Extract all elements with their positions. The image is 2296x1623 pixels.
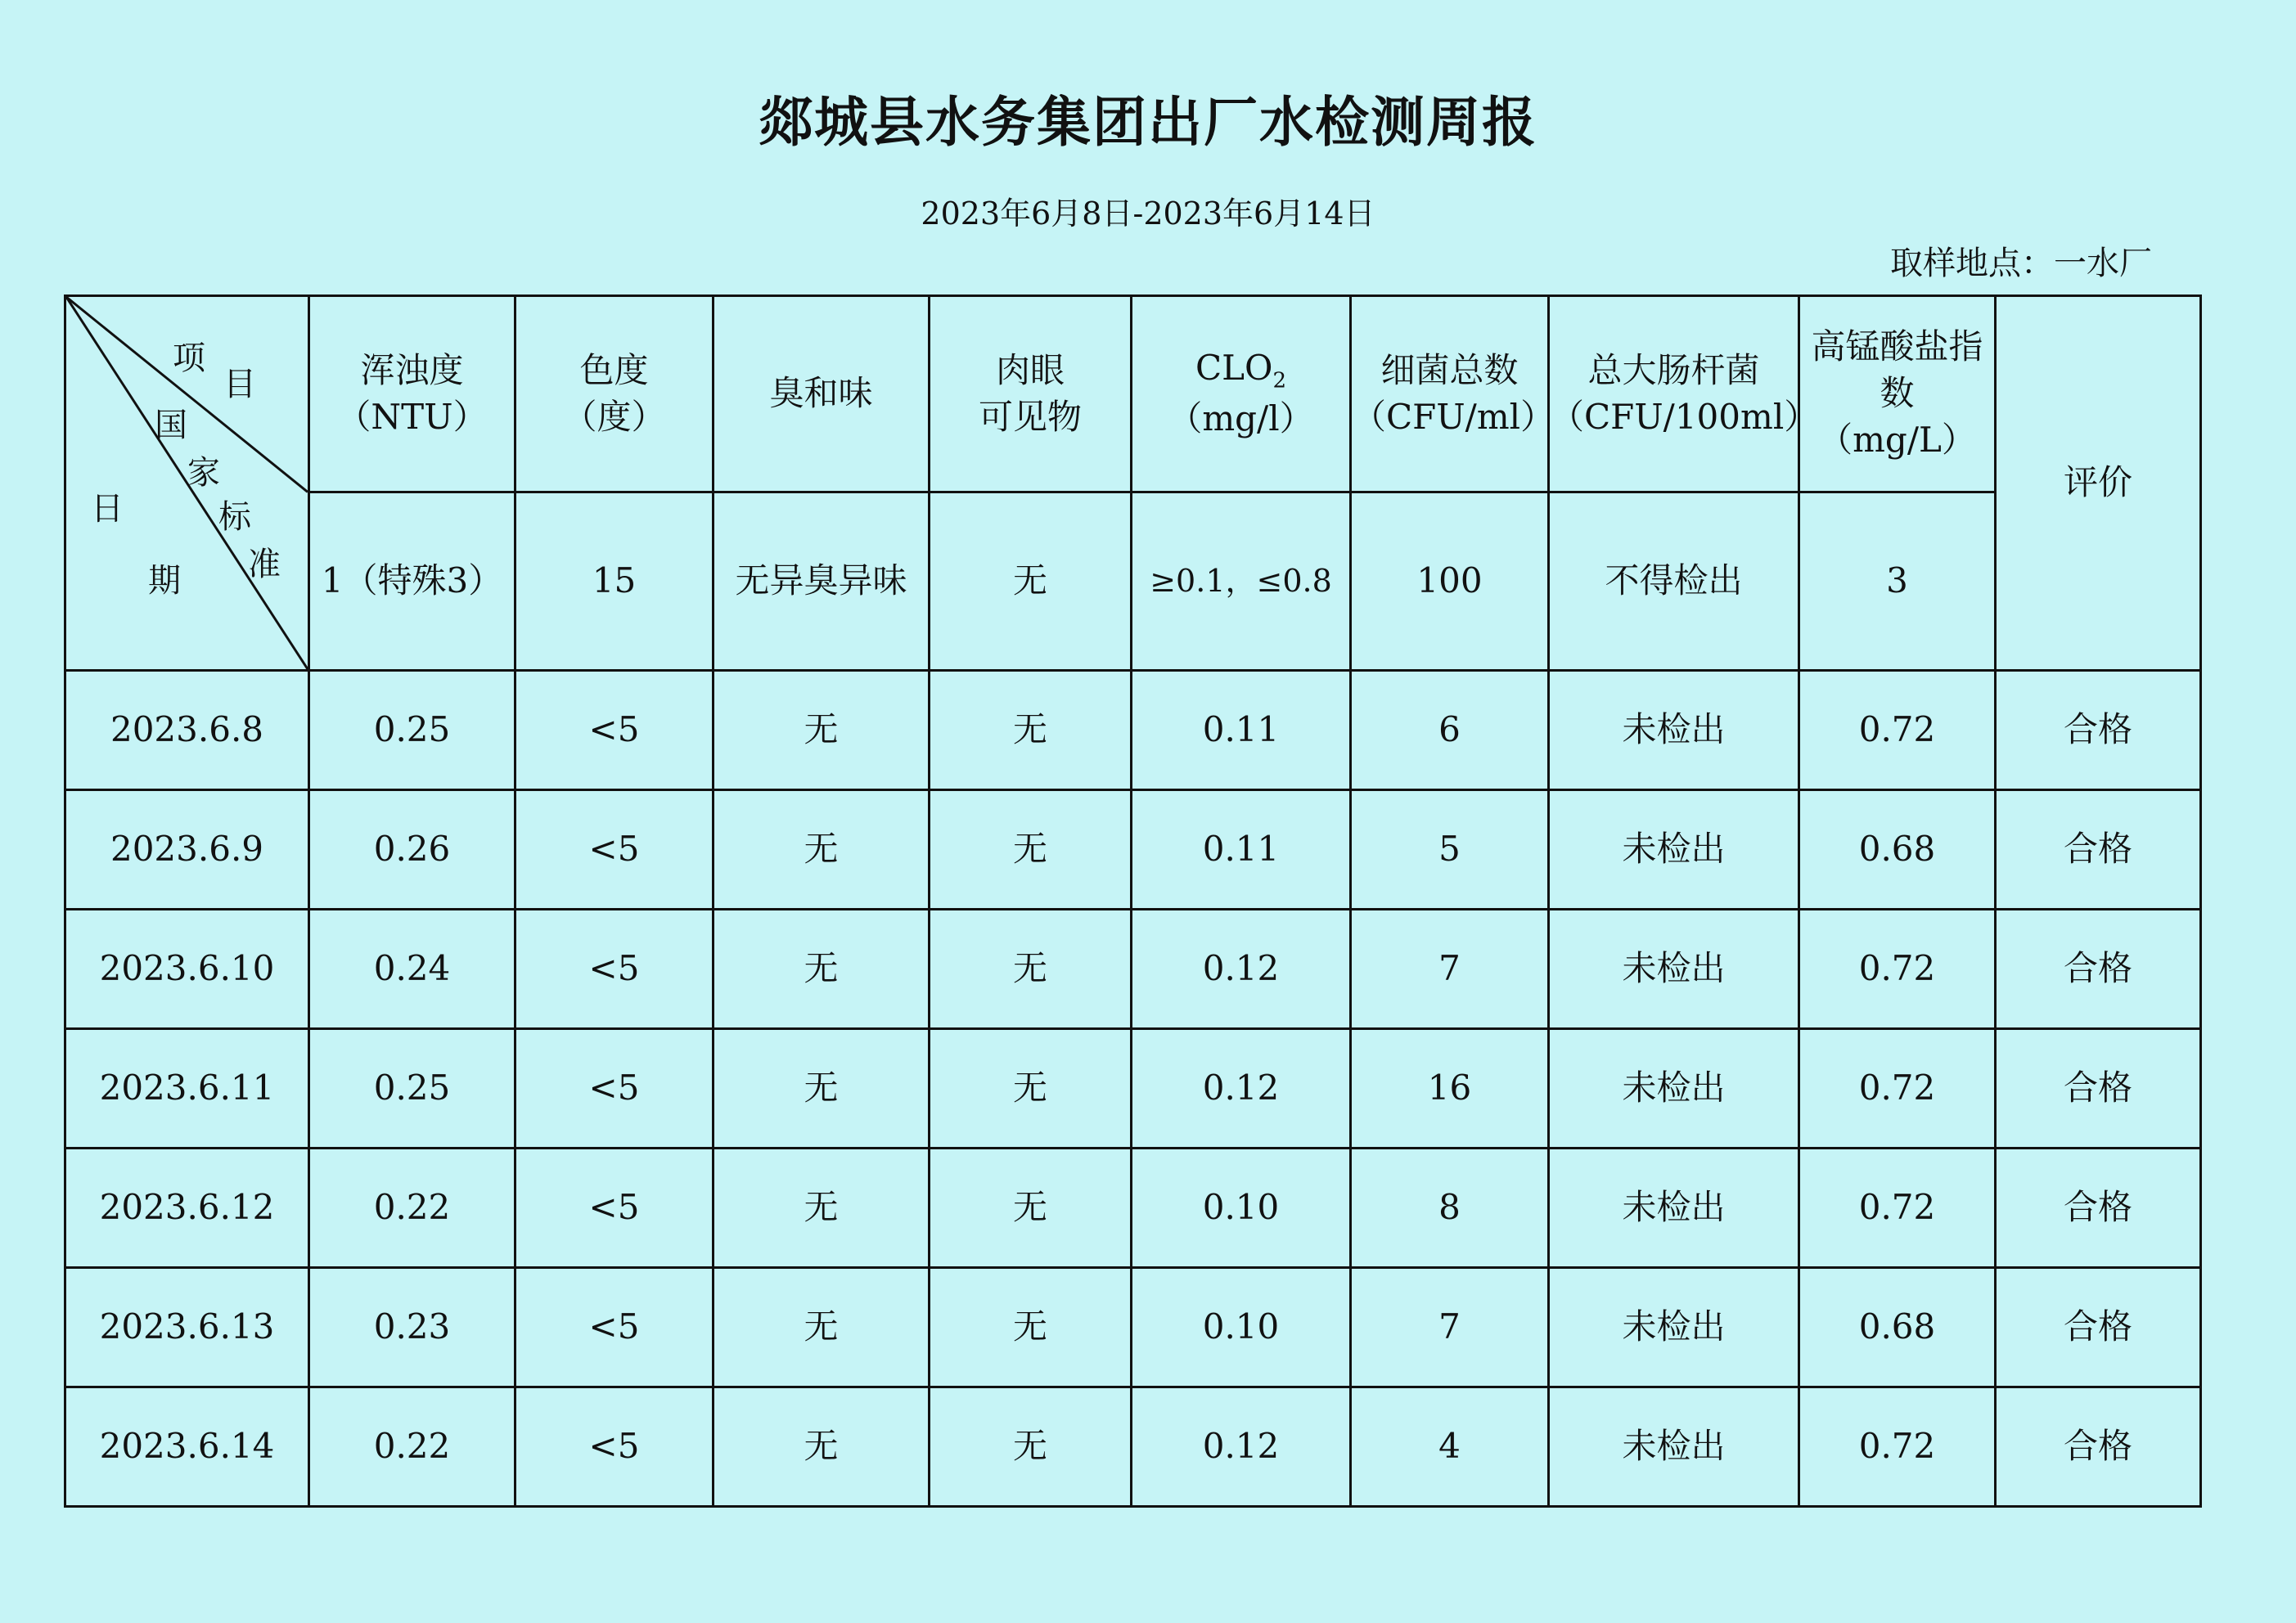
cell-date: 2023.6.10 xyxy=(65,910,309,1029)
cell-turbidity: 0.22 xyxy=(309,1149,515,1268)
cell-evaluation: 合格 xyxy=(1996,1029,2201,1149)
cell-turbidity: 0.22 xyxy=(309,1387,515,1507)
cell-bacteria: 7 xyxy=(1351,910,1549,1029)
header-permanganate-name-cont: 数 xyxy=(1880,373,1915,414)
cell-visible-matter: 无 xyxy=(930,910,1132,1029)
cell-permanganate: 0.72 xyxy=(1799,910,1996,1029)
standard-turbidity: 1（特殊3） xyxy=(309,492,515,671)
table-row xyxy=(65,910,2201,1029)
cell-odor: 无 xyxy=(714,790,930,910)
cell-date: 2023.6.14 xyxy=(65,1387,309,1507)
cell-bacteria: 7 xyxy=(1351,1268,1549,1387)
standard-row xyxy=(65,492,2201,671)
cell-coliform: 未检出 xyxy=(1549,1268,1799,1387)
header-bacteria-unit: （CFU/ml） xyxy=(1352,396,1555,437)
corner-standard-char-4: 准 xyxy=(248,546,281,583)
cell-evaluation: 合格 xyxy=(1996,1268,2201,1387)
cell-bacteria: 4 xyxy=(1351,1387,1549,1507)
cell-bacteria: 6 xyxy=(1351,671,1549,790)
header-evaluation: 评价 xyxy=(1996,296,2201,671)
cell-visible-matter: 无 xyxy=(930,1387,1132,1507)
corner-item-char-1: 项 xyxy=(173,339,205,377)
header-permanganate xyxy=(1799,296,1996,492)
header-visible-matter xyxy=(930,296,1132,492)
cell-visible-matter: 无 xyxy=(930,790,1132,910)
cell-visible-matter: 无 xyxy=(930,1268,1132,1387)
cell-date: 2023.6.12 xyxy=(65,1149,309,1268)
table-row xyxy=(65,1149,2201,1268)
cell-clo2: 0.10 xyxy=(1132,1268,1351,1387)
cell-bacteria: 16 xyxy=(1351,1029,1549,1149)
cell-visible-matter: 无 xyxy=(930,1149,1132,1268)
cell-permanganate: 0.68 xyxy=(1799,790,1996,910)
cell-odor: 无 xyxy=(714,1387,930,1507)
header-color-unit: （度） xyxy=(562,396,666,437)
cell-evaluation: 合格 xyxy=(1996,671,2201,790)
cell-bacteria: 8 xyxy=(1351,1149,1549,1268)
header-turbidity xyxy=(309,296,515,492)
header-clo2-name: CLO xyxy=(1195,348,1273,389)
corner-standard-char-3: 标 xyxy=(218,498,251,536)
date-range: 2023年6月8日-2023年6月14日 xyxy=(921,196,1375,232)
cell-odor: 无 xyxy=(714,910,930,1029)
header-clo2 xyxy=(1132,296,1351,492)
standard-coliform: 不得检出 xyxy=(1549,492,1799,671)
header-clo2-subscript: 2 xyxy=(1272,368,1286,393)
header-coliform-name: 总大肠杆菌 xyxy=(1587,349,1760,390)
header-bacteria-name: 细菌总数 xyxy=(1380,349,1519,390)
cell-color: <5 xyxy=(515,1149,714,1268)
cell-date: 2023.6.8 xyxy=(65,671,309,790)
cell-date: 2023.6.11 xyxy=(65,1029,309,1149)
cell-turbidity: 0.26 xyxy=(309,790,515,910)
standard-clo2: ≥0.1，≤0.8 xyxy=(1132,492,1351,671)
cell-clo2: 0.11 xyxy=(1132,790,1351,910)
cell-permanganate: 0.72 xyxy=(1799,1149,1996,1268)
cell-color: <5 xyxy=(515,1268,714,1387)
cell-coliform: 未检出 xyxy=(1549,790,1799,910)
table-row xyxy=(65,1387,2201,1507)
corner-date-char-1: 日 xyxy=(91,490,124,528)
cell-color: <5 xyxy=(515,671,714,790)
cell-coliform: 未检出 xyxy=(1549,671,1799,790)
cell-turbidity: 0.24 xyxy=(309,910,515,1029)
cell-clo2: 0.12 xyxy=(1132,910,1351,1029)
cell-date: 2023.6.13 xyxy=(65,1268,309,1387)
cell-turbidity: 0.23 xyxy=(309,1268,515,1387)
cell-coliform: 未检出 xyxy=(1549,1029,1799,1149)
cell-turbidity: 0.25 xyxy=(309,671,515,790)
header-odor-name: 臭和味 xyxy=(769,373,873,414)
data-rows xyxy=(65,671,2201,1507)
header-color xyxy=(515,296,714,492)
corner-diagonal-cell xyxy=(65,296,309,671)
cell-permanganate: 0.72 xyxy=(1799,1387,1996,1507)
corner-item-char-2: 目 xyxy=(223,366,256,403)
sampling-location: 取样地点：一水厂 xyxy=(1890,245,2152,282)
header-permanganate-unit: （mg/L） xyxy=(1818,419,1976,460)
header-bacteria xyxy=(1351,296,1555,492)
cell-odor: 无 xyxy=(714,1149,930,1268)
cell-evaluation: 合格 xyxy=(1996,910,2201,1029)
header-clo2-unit: （mg/l） xyxy=(1168,398,1314,438)
header-permanganate-name: 高锰酸盐指 xyxy=(1811,326,1983,367)
cell-clo2: 0.12 xyxy=(1132,1387,1351,1507)
header-coliform-unit: （CFU/100ml） xyxy=(1550,396,1819,437)
cell-clo2: 0.12 xyxy=(1132,1029,1351,1149)
cell-permanganate: 0.68 xyxy=(1799,1268,1996,1387)
cell-date: 2023.6.9 xyxy=(65,790,309,910)
header-coliform xyxy=(1549,296,1819,492)
water-quality-table xyxy=(64,294,2202,1508)
header-visible-matter-line2: 可见物 xyxy=(978,396,1082,437)
cell-color: <5 xyxy=(515,1029,714,1149)
header-visible-matter-line1: 肉眼 xyxy=(995,349,1065,390)
standard-color: 15 xyxy=(515,492,714,671)
cell-clo2: 0.10 xyxy=(1132,1149,1351,1268)
cell-visible-matter: 无 xyxy=(930,1029,1132,1149)
cell-turbidity: 0.25 xyxy=(309,1029,515,1149)
cell-evaluation: 合格 xyxy=(1996,1387,2201,1507)
cell-odor: 无 xyxy=(714,1268,930,1387)
standard-permanganate: 3 xyxy=(1799,492,1996,671)
cell-permanganate: 0.72 xyxy=(1799,1029,1996,1149)
header-row xyxy=(65,296,2201,492)
cell-evaluation: 合格 xyxy=(1996,790,2201,910)
report-title: 郯城县水务集团出厂水检测周报 xyxy=(759,91,1537,154)
standard-bacteria: 100 xyxy=(1351,492,1549,671)
cell-color: <5 xyxy=(515,1387,714,1507)
cell-clo2: 0.11 xyxy=(1132,671,1351,790)
header-color-name: 色度 xyxy=(579,349,649,390)
cell-permanganate: 0.72 xyxy=(1799,671,1996,790)
cell-bacteria: 5 xyxy=(1351,790,1549,910)
cell-color: <5 xyxy=(515,910,714,1029)
corner-standard-char-2: 家 xyxy=(187,454,220,492)
table-row xyxy=(65,671,2201,790)
standard-odor: 无异臭异味 xyxy=(714,492,930,671)
header-turbidity-name: 浑浊度 xyxy=(360,349,464,390)
cell-color: <5 xyxy=(515,790,714,910)
cell-coliform: 未检出 xyxy=(1549,1149,1799,1268)
cell-evaluation: 合格 xyxy=(1996,1149,2201,1268)
table-row xyxy=(65,790,2201,910)
header-odor xyxy=(714,296,930,492)
table-row xyxy=(65,1268,2201,1387)
cell-coliform: 未检出 xyxy=(1549,1387,1799,1507)
standard-visible-matter: 无 xyxy=(930,492,1132,671)
cell-odor: 无 xyxy=(714,671,930,790)
cell-odor: 无 xyxy=(714,1029,930,1149)
cell-coliform: 未检出 xyxy=(1549,910,1799,1029)
header-turbidity-unit: （NTU） xyxy=(336,396,488,437)
corner-date-char-2: 期 xyxy=(148,562,181,600)
cell-visible-matter: 无 xyxy=(930,671,1132,790)
table-row xyxy=(65,1029,2201,1149)
corner-standard-char-1: 国 xyxy=(155,407,187,444)
